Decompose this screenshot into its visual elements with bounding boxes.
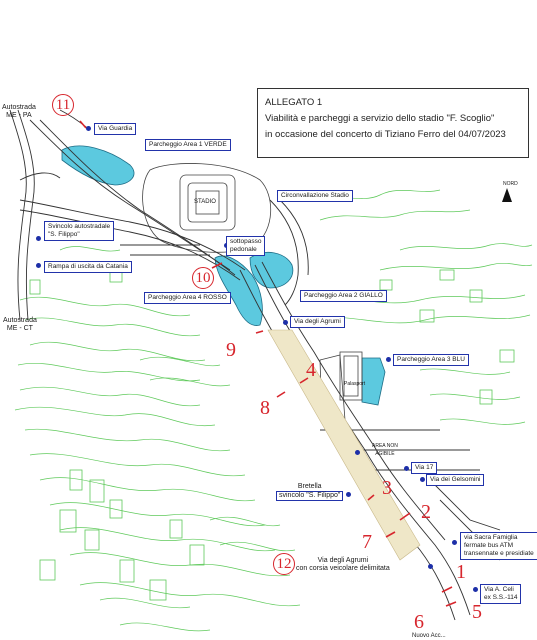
title-line-1: ALLEGATO 1 [265, 97, 323, 108]
label-area-non-agibile: AREA NON AGIBILE [372, 443, 398, 457]
label-via-a-celi: Via A. Celi ex S.S.-114 [480, 584, 521, 604]
marker-11: 11 [52, 94, 74, 116]
point-svincolo [36, 236, 41, 241]
label-via-guardia: Via Guardia [94, 123, 136, 135]
label-bottom-note: Nuovo Acc... [412, 633, 446, 639]
label-svincolo-autostradale: Svincolo autostradale "S. Filippo" [44, 221, 114, 241]
label-bretella: Bretella svincolo "S. Filippo" [276, 483, 343, 501]
marker-12: 12 [273, 553, 295, 575]
point-area-3 [386, 357, 391, 362]
point-via-agrumi-corsia [428, 564, 433, 569]
title-line-2: Viabilità e parcheggi a servizio dello stadio "F. Scoglio" [265, 113, 495, 124]
marker-1: 1 [456, 561, 466, 583]
label-palasport: Palasport [344, 381, 366, 387]
marker-3: 3 [382, 477, 392, 499]
north-arrow-icon [502, 188, 512, 202]
point-via-gelsomini [420, 477, 425, 482]
point-via-agrumi [283, 320, 288, 325]
label-via-dei-gelsomini: Via dei Gelsomini [426, 474, 484, 486]
parking-areas [62, 146, 385, 405]
label-autostrada-me-pa: Autostrada ME - PA [2, 104, 36, 119]
point-sacra-famiglia [452, 540, 457, 545]
marker-7: 7 [362, 531, 372, 553]
marker-2: 2 [421, 501, 431, 523]
label-circonvallazione-stadio: Circonvallazione Stadio [277, 190, 353, 202]
label-sottopasso-pedonale: sottopasso pedonale [226, 236, 265, 256]
marker-5: 5 [472, 601, 482, 623]
label-nord: NORD [503, 181, 518, 187]
legend-title-box [257, 88, 529, 158]
label-via-degli-agrumi: Via degli Agrumi [290, 316, 345, 328]
label-rampa-uscita-catania: Rampa di uscita da Catania [44, 261, 132, 273]
point-area-non-agibile [355, 450, 360, 455]
marker-9: 9 [226, 339, 236, 361]
label-via-sacra-famiglia: via Sacra Famiglia fermate bus ATM transennate e presidiate [460, 532, 537, 560]
label-parcheggio-area-3: Parcheggio Area 3 BLU [393, 354, 469, 366]
point-via-guardia [86, 126, 91, 131]
title-line-3: in occasione del concerto di Tiziano Ferro del 04/07/2023 [265, 129, 506, 140]
marker-10: 10 [192, 267, 214, 289]
marker-8: 8 [260, 397, 270, 419]
parking-area-3-shape [362, 358, 385, 405]
point-via-celi [473, 587, 478, 592]
label-stadio: STADIO [194, 199, 216, 205]
point-via-17 [404, 466, 409, 471]
label-autostrada-me-ct: Autostrada ME - CT [3, 317, 37, 332]
label-parcheggio-area-4: Parcheggio Area 4 ROSSO [144, 292, 231, 304]
label-via-17: Via 17 [411, 462, 437, 474]
label-parcheggio-area-1: Parcheggio Area 1 VERDE [145, 139, 231, 151]
marker-6: 6 [414, 611, 424, 633]
marker-4: 4 [306, 359, 316, 381]
point-rampa [36, 263, 41, 268]
label-parcheggio-area-2: Parcheggio Area 2 GIALLO [300, 290, 387, 302]
parking-area-1-shape [62, 146, 134, 185]
label-via-degli-agrumi-corsia: Via degli Agrumi con corsia veicolare delimitata [296, 557, 390, 572]
point-bretella [346, 492, 351, 497]
